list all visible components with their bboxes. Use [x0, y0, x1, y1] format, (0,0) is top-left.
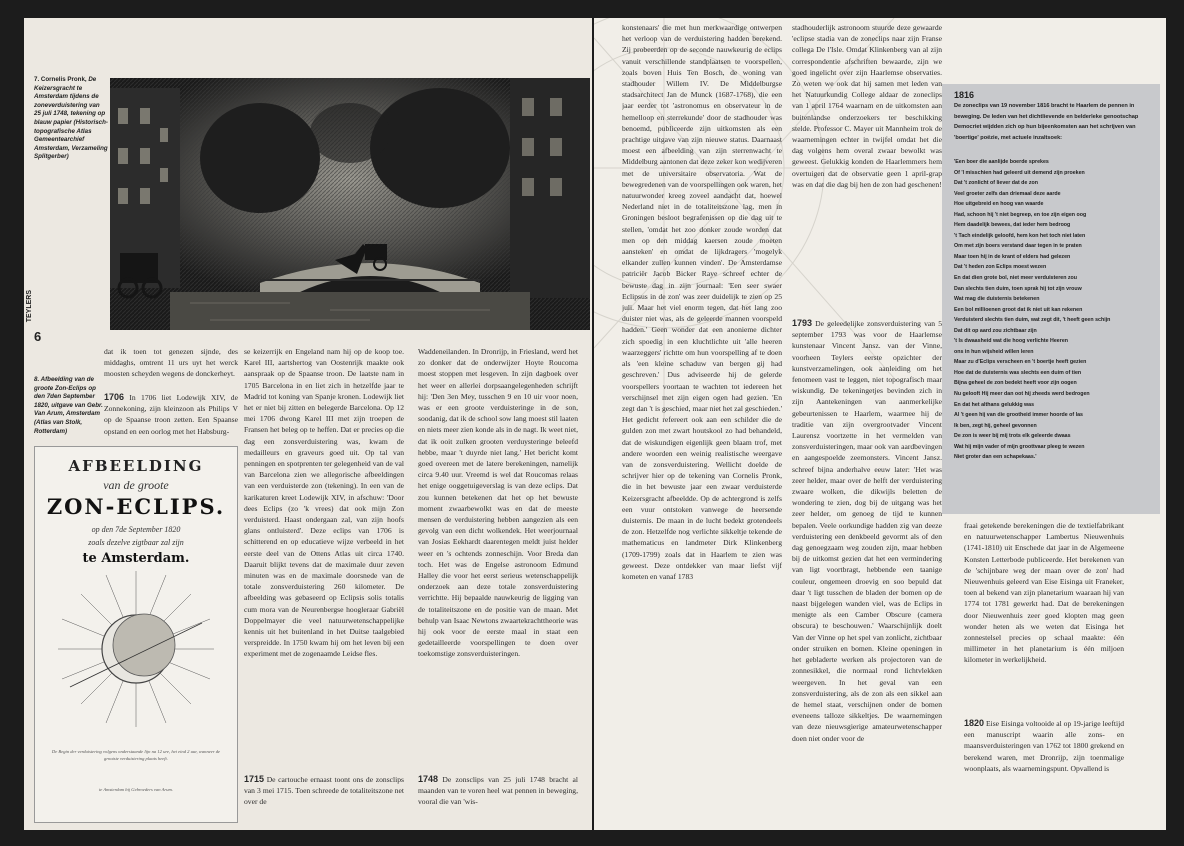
poster-title-line1: AFBEELDING: [68, 457, 204, 475]
poster-title-line6: te Amsterdam.: [82, 551, 190, 566]
poem-line: Hoe dat de duisternis was slechts een duim of tien: [954, 369, 1082, 376]
year-1748: 1748: [418, 774, 439, 784]
year-1820: 1820: [964, 718, 985, 728]
figure-8-caption: 8. Afbeelding van de groote Zon-Eclips op den 7den September 1820, uitgave van Gebr. Van Arum, Amsterdam (Atlas van Stolk, Rotterdam): [34, 376, 103, 435]
sidebar-1816: [942, 84, 1160, 514]
year-1793: 1793: [792, 318, 813, 328]
figure-7-caption: 7. Cornelis Pronk, De Keizersgracht te Amsterdam tijdens de zoneverduistering van 25 juli 1748, tekening op blauw papier (Historisch-topografische Atlas Gemeentearchief Amsterdam, Verzameling Splitgerber): [34, 76, 108, 161]
sidebar-poem: [954, 157, 1154, 463]
poem-line: Niet groter dan een schapekaas.': [954, 454, 1037, 461]
left-page: [24, 18, 592, 830]
right-page: [594, 18, 1166, 830]
poem-line: Had, schoon hij 't niet begreep, en toe zijn eigen oog: [954, 211, 1087, 218]
page-number: 6: [34, 329, 42, 344]
poem-line: 't Is dwaasheid wat die hoog verlichte Heeren: [954, 338, 1068, 345]
poem-line: 't Tach eindelijk geloofd, hem kon het toch niet laten: [954, 232, 1086, 239]
left-column-1-intro: dat ik toen tot genezen sijnde, des middaghs, omtrent 11 urs uyt het werck moosten scheyden wegens de donckerheyt.: [104, 347, 238, 379]
year-1706: 1706: [104, 392, 125, 402]
poem-line: Verduisterd slechts tien duim, wat zegt dit, 't heeft geen schijn: [954, 317, 1111, 324]
eclipse-poster: [34, 446, 238, 823]
poem-line: Hem daadelijk bewees, dat ieder hem bedroog: [954, 222, 1071, 229]
poem-line: Nu gelooft Hij meer dan oot hij zheeds werd bedrogen: [954, 391, 1090, 398]
sidebar-intro: De zoneclips van 19 november 1816 bracht te Haarlem de pennen in beweging. De leden van het dichtlievende en belderleke genootschap Democriet wijdden zich op hun bijeenkomsten aan het schrijven van 'boertige' poëzie, met actuele inzaltsoek:: [954, 103, 1139, 141]
right-column-3-end: 1820 Eise Eisinga voltooide al op 19-jarige leeftijd een manuscript waarin alle zons- en maansverduisteringen van 1762 tot 1800 grekend en berekend waren, met Dronrijp, zijn toenmalige woonplaats, als waarnemingspunt. Opvallend is: [964, 718, 1124, 773]
keizersgracht-engraving: [110, 78, 590, 330]
poem-line: Om met zijn boers verstand daar tegen in te praten: [954, 243, 1082, 250]
poem-line: En dat het althans gelukkig was: [954, 401, 1035, 408]
spine-label: TEYLERS: [26, 290, 33, 323]
poem-line: ons in hun wijsheid willen leren: [954, 348, 1034, 355]
poem-line: En dat dien grote bol, niet meer verduisteren zou: [954, 275, 1078, 282]
right-column-2: stadhouderlijk astronoom stuurde deze gewaarde 'eclipse stadia van de zoneclips naar zijn Franse collega De l'Isle. Omdat Klinkenberg van al zijn correspondentie afschriften bewaarde, zijn we goed ingelicht over zijn Haarlemse observaties. Zo weten we ook dat hij samen met leden van het Natuurkundig College aldaar de zoneclips van 1 april 1764 waarnam en de uitkomsten aan buitenlandse onderzoekers ter beschikking stelde. Professor C. Mayer uit Mannheim trok de waarnemingen echter in twijfel omdat het die dag volgens hem overal zwaar bewolkt was geweest. Gelukkig konden de Haarlemmers hem overtuigen dat de observatie geen 1 april-grap was en dat die dag bij hen de zon had geschenen!: [792, 23, 942, 189]
poem-line: Dan slechts tien duim, toen sprak hij tot zijn vrouw: [954, 285, 1082, 292]
poem-line: Maar zu d'Eclips verscheen en 't boertje heeft gezien: [954, 359, 1087, 366]
poem-line: Ik ben, zegt hij, geheel gevonnen: [954, 422, 1037, 429]
poster-footnote-2: te Amsterdam bij Gebroeders van Arum.: [98, 787, 173, 792]
poster-title-line4: op den 7de September 1820: [91, 525, 181, 534]
poster-title-line5: zoals dezelve zigtbaar zal zijn: [88, 538, 184, 547]
poem-line: Wat hij mijn vader of mijn groottvaar pleeg te wezen: [954, 443, 1085, 450]
left-column-3-end: 1748 De zonsclips van 25 juli 1748 bracht al maanden van te voren heel wat pennen in beweging, vooral die van 'wis-: [418, 774, 578, 807]
poem-line: Hoe uitgebreid en hoog van waarde: [954, 201, 1044, 208]
engraving-art: [110, 78, 590, 330]
poster-footnote-1: De Begin der verduistering volgens onderstaande lijn na 12 ure, het eind 2 uur, wanneer de grootste verduistering plaats heeft.: [51, 749, 221, 761]
poem-line: Of 'l misschien had geleerd uit demend zijn proeken: [954, 169, 1085, 176]
poster-title-line2: van de groote: [103, 478, 169, 492]
poem-line: Een bol millioenen groot dat ik niet uit kan rekenen: [954, 306, 1083, 313]
poem-line: Veel groeter zelfs dan driemaal deze aarde: [954, 190, 1061, 197]
right-column-1: konstenaars' die met hun merkwaardige ontwerpen het verloop van de verduistering hadden berekend. Zij probeerden op de seconde nauwkeurig de eclips vanuit verschillende standplaatsen te voorspellen, zoals boven Huis Ten Bosch, de woning van stadhouder Willem IV. De Middelburgse stadsarchitect Jan de Munck (1687-1768), die een jaar eerder tot 'astronomus en observateur in de hemelloop en sterrekunde' door de stadhouder was benoemd, publiceerde zijn uitkomsten als een prachtige uitgave van zijn nieuwe status. Daarnaast moest een afbeelding van zijn sterrenwacht te Middelburg aantonen dat deze zeker kon wedijveren met de universitaire observatoria. Wat de bewegredenen van de voorspellingen ook waren, het natuurwonder kreeg zoveel aandacht dat, hoewel Nederland niet in de totaliteitszone lag, men in Groningen besloot begrafenissen op die dag uit te stellen, 'omdat het zoo donker zoude worden dat men op den middag kaersen zoude moeten aansteken' en omdat de lijkdragers 'mogelyk elkander zullen kunnen vinden'. De Amsterdamse patriciër Jacob Bicker Raye schreef echter de bewuste dag in zijn journaal: 'Een seer swaer Eclipsus in de zon' was zeer duidelijk te zien op 25 juli. Maar het viel enorm tegen, dat het lang zoo duister niet was, als de geleerde mannen voorspeld hadden.' Geen wonder dat een anonieme dichter zich spoedig in een kluchtlichte uit 'alle heeren waarzeggers' richtte om hun voorspelling af te doen als 'een kleine schaduw van bergen gij had geschreven.' Dus adviseerde hij de gelerde voorspellers voortaan te wachten tot iedereen het verschijnsel met zijn eigen ogen had gezien. 'En zegt dan 't is geschied, maar niet het zal geschieden.' Het gedicht refereert ook aan een schilder die de gulden zon met zwart houtskool zo had behandeld, dat de wiskundigen eigenlijk geen blaam trof, met andere woorden een weinig realistische weergave van de zonsverduistering. Wellicht doelde de schrijver hier op de tekening van Cornelis Pronk, die in het bewuste jaar een zwaar verduisterde Keizersgracht afbeeldde. Op de achtergrond is zelfs een vuur ontstoken vanwege de heersende duisternis. De maan in de lucht bedekt grotendeels de zon. Hetzelfde nog verlichte sikkeltje tekende de mathematicus en landmeter Dirk Klinkenberg (1709-1799) zoals dat in Haarlem te zien was geweest. Deze ontdekker van maar liefst vijf kometen en vanaf 1783: [622, 23, 782, 581]
poem-line: Dat dit op aard zou zichtbaar zijn: [954, 327, 1037, 334]
sidebar-year: 1816: [954, 90, 975, 100]
left-column-2: se keizerrijk en Engeland nam hij op de koop toe. Karel III, aartshertog van Oostenrijk maakte ook aanspraak op de Spaanse troon. De laatste nam in 1705 Barcelona in en liet zich in hetzelfde jaar te Madrid tot koning van Spanje kronen. Lodewijk liet het er niet bij zitten en belegerde Barcelona. Op 12 mei 1706 dwong Karel III met zijn troepen de Fransen het beleg op te heffen. Dat er precies op die dag een zonsverduistering was, kwam de medailleurs en graveurs goed uit. Op tal van penningen en spotprenten ter gelegenheid van de val van Barcelona zien we allegorische afbeeldingen van een verduisterde zon (tekening). In een van de karikaturen kreet Lodewijk XIV, in afschuw: 'Door dees Eclips (zo 'k vrees) dat ook mijn Zon verduisterd. Haast ondergaan zal, van zijn hoofs glans ontluisterd'. Deze eclips van 1706 is schitterend en op educatieve wijze verbeeld in het eerste deel van de Ottens Atlas uit circa 1740. Daaruit blijkt tevens dat de maximale duur zeven minuten was en de maximale doorsnede van de totale zonsverduistering 260 kilometer. De afbeelding was gebaseerd op Eclipsis solis totalis cum mora van de Neurenbergse hoogleraar Gabriël Doppelmayer die veel natuurwetenschappelijke kennis uit het buitenland in het Duitse taalgebied verspreidde. In 1750 kwam hij om het leven bij een experiment met de zogenaamde Leidse fles.: [244, 347, 404, 659]
right-column-3: fraai getekende berekeningen die de textielfabrikant en natuurwetenschapper Lambertus Nieuwenhuis (1741-1810) uit Enschede dat jaar in de Algemeene Konsten Letterbode publiceerde. Het berekenen van de 'schijnbare weg der maan over de zon' had Nieuwenhuis geleerd van Eise Eisinga uit Franeker, toen al bekend van zijn planetarium waaraan hij van 1774 tot 1781 gewerkt had. Dat de berekeningen door Nieuwenhuis zeer goed klopten mag geen wonder heten als we weten dat Eisinga het zonnestelsel precies op schaal maakte: één millimeter in het planetarium is één miljoen kilometer in werkelijkheid.: [964, 521, 1124, 665]
poem-line: Bijna geheel de zon bedekt heeft voor zijn oogen: [954, 380, 1077, 387]
poster-title-line3: ZON-ECLIPS.: [46, 494, 226, 519]
left-column-2-end: 1715 De cartouche ernaast toont ons de zonsclips van 3 mei 1715. Toen schreede de totaliteitszone net over de: [244, 774, 404, 807]
poem-line: Wat mag die duisternis betekenen: [954, 296, 1040, 303]
left-column-1: 1706 In 1706 liet Lodewijk XIV, de Zonnekoning, zijn kleinzoon als Philips V op de Spaanse troon zetten. Een Spaanse opstand en een oorlog met het Habsburg-: [104, 392, 238, 436]
right-column-2-more: 1793 De geleedelijke zonsverduistering van 5 september 1793 was voor de Haarlemse kunstenaar Vincent Jansz. van der Vinne, voorheen Teylers eerste opzichter der kunstverzamelingen, ook aanleiding om het fenomeen vast te leggen, niet topografisch maar wiskundig. De tekeningetjes bevinden zich in zijn Aantekeningen van aanmerkelijke gebeurtenissen te Haarlem, waarmee hij de traditie van zijn overgrootvader Vincent Laurensz voortzette in het vermelden van zonsverduisteringen, maar ook van aardbevingen en aangespoelde zeemonsters. Vincent Jansz. schreef bijna anderhalve eeuw later: 'Het was zeer helder, maar over de helft der verduistering zwaare wolken, die dikwijls beletten de wondering te zien, dog bij de uitgang was het zeer helder, om genoeg de tijd te kunnen bepalen. Veele oorkundige hadden zig van deeze verduistering een denkbeeld gevormt als of den dag genoegzaam weg zouden zijn, maar hebben bij de uitkomst gezien dat het een vermindering van ligt voortbragt, hebbende een taanige couleur, ongemeen droevig en soo bepuld dat daar 't ligt tusschen de bladen der bomen op de naast bijgelegen wanden viel, was de Eclips in menigte als een Camber Obscure (camera obscura) te beschouwen.' Waarschijnlijk doelt Van der Vinne op het spel van zonlicht, zichtbaar onder struiken en bomen. Kleine openingen in het gebladerte werken als projectoren van de zonnesikkel, die normaal rond lichtvlekken weergeven. In het geval van een zonsverduistering, als de zon als een sikkel aan de hemel staat, verschijnen onder de bomen eveneens talloze sikkeltjes. De waarnemingen van deze nieuwsgierige amateurwetenschapper doen niet onder voor de: [792, 318, 942, 743]
eclipsed-sun-illustration: [56, 569, 216, 729]
poem-line: De zon is weer bij mij trots elk geleerde dwaas: [954, 433, 1071, 440]
poem-line: Dat 't zonlicht of liever dat de zon: [954, 180, 1038, 187]
left-column-3: Waddeneilanden. In Dronrijp, in Friesland, werd het zo donker dat de onderwijzer Hoyte Roucoma moest stoppen met lesgeven. In zijn dagboek over het weer en allerlei dorpsaangelegenheden schrijft hij: 'Den 3en Mey, tusschen 9 en 10 uir voor noen, was er een groote verduisteringe in de son, soodanig, dat ik de school sow lang moest stil laaten en niets meer zien konde als in de nagt. Ik weet niet, dat ik ooit zulken grooten verduysteringe beleefd hebbe, maar 't duyrde niet lang.' Het bericht komt goed overeen met de latere berekeningen, namelijk circa 9.40 uur. Vreemd is wel dat Roucomas relaas het enige ooggetuigeverslag is van deze eclips. Dat zou kunnen betekenen dat het op het bewuste moment zwaarbewolkt was en dat de meeste mensen de verduistering hebben aangezien als een gevolg van een dicht wolkendek. Het weerjournaal van Josias Eekhardt daarentegen meldt juist helder weer en 's ochtends zonneschijn. Voor Breda dan toch. Het was de Engelse astronoom Edmund Halley die voor het eerst serieus wetenschappelijk onderzoek aan deze totale zonsverduistering verrichtte. Hij bepaalde nauwkeurig de ligging van de totaliteitszone en de positie van de maan. Met behulp van Isaac Newtons zwaartekrachttheorie was hij ook voor de eerste maal in staat een gedetailleerde voorspellingen te doen over toekomstige zonsverduisteringen.: [418, 347, 578, 659]
year-1715: 1715: [244, 774, 265, 784]
poem-line: 'Een boer die aanlijde boerde sprekes: [954, 159, 1049, 165]
poem-line: Dat 't heden zon Eclips moest wezen: [954, 264, 1047, 271]
poem-line: Al 't geen hij van die grootheid immer hoorde of las: [954, 412, 1083, 419]
poem-line: Maar toen hij in de krant of elders had gelezen: [954, 253, 1071, 260]
